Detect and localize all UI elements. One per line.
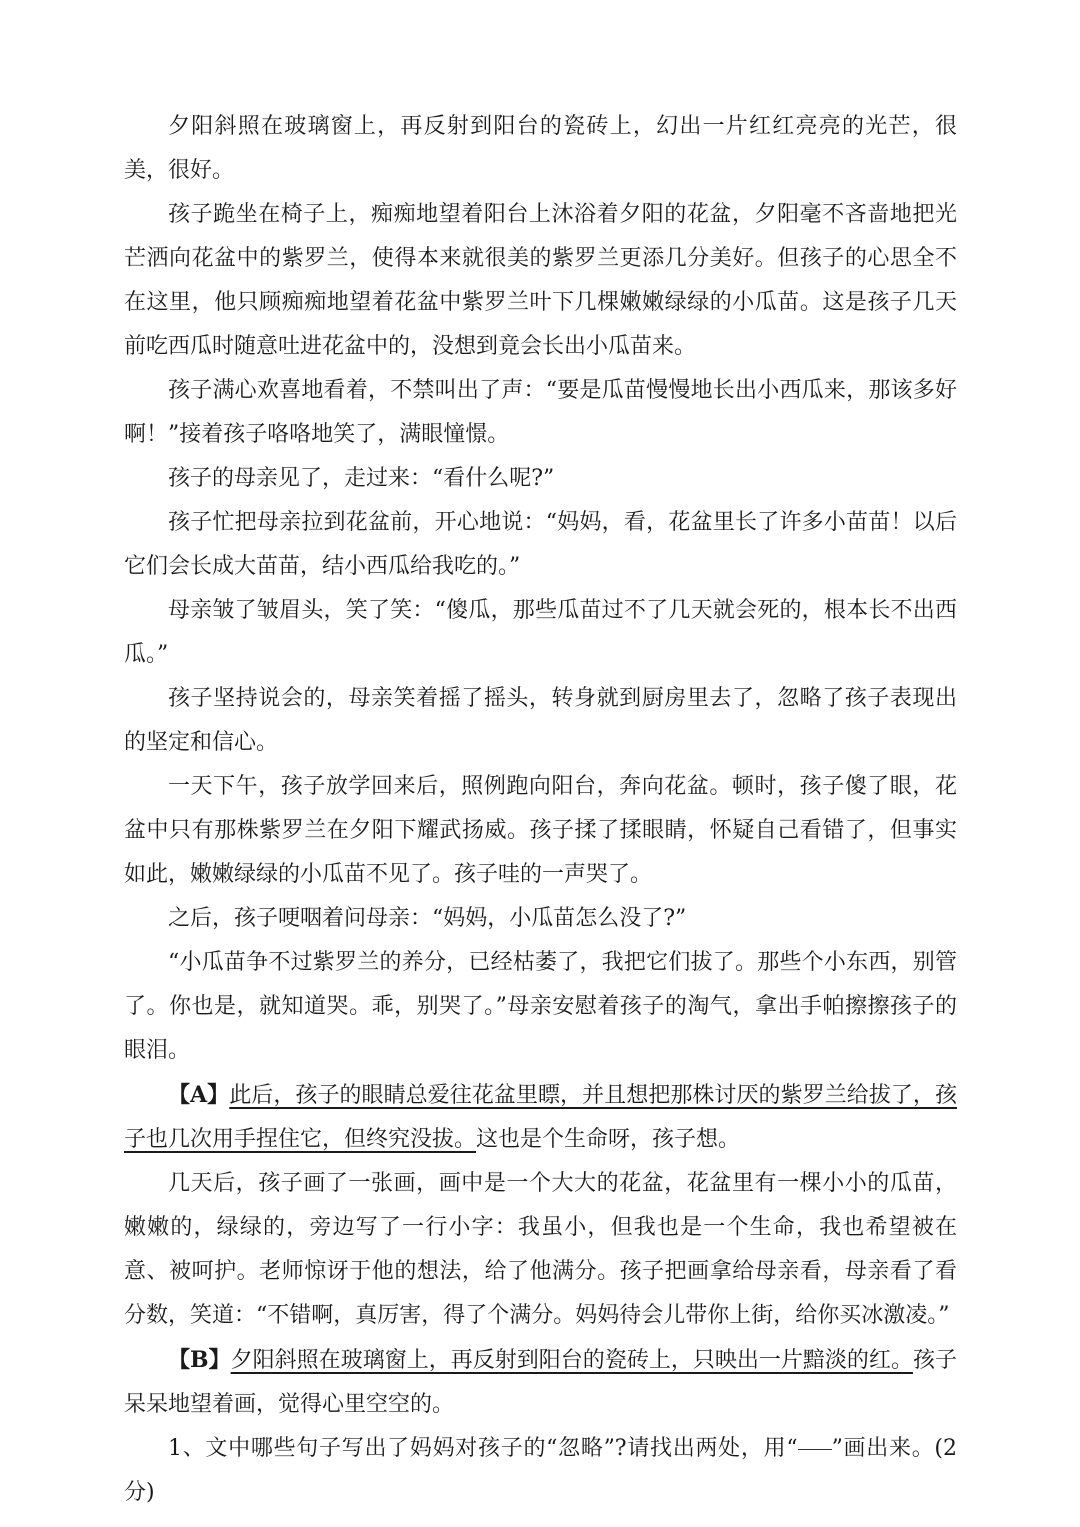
paragraph-b-underlined: 夕阳斜照在玻璃窗上，再反射到阳台的瓷砖上，只映出一片黯淡的红。 <box>230 1348 913 1373</box>
paragraph-9: 之后，孩子哽咽着问母亲：“妈妈，小瓜苗怎么没了?” <box>168 906 687 931</box>
paragraph-2: 孩子跪坐在椅子上，痴痴地望着阳台上沐浴着夕阳的花盆，夕阳毫不吝啬地把光芒洒向花盆中的紫罗兰，使得本来就很美的紫罗兰更添几分美好。但孩子的心思全不在这里，他只顾痴痴地望着花盆中紫罗兰叶下几棵嫩嫩绿绿的小瓜苗。这是孩子几天前吃西瓜时随意吐进花盆中的，没想到竟会长出小瓜苗来。 <box>124 202 957 359</box>
paragraph-mid: 几天后，孩子画了一张画，画中是一个大大的花盆，花盆里有一棵小小的瓜苗，嫩嫩的，绿绿的，旁边写了一行小字：我虽小，但我也是一个生命，我也希望被在意、被呵护。老师惊讶于他的想法，给了他满分。孩子把画拿给母亲看，母亲看了看分数，笑道：“不错啊，真厉害，得了个满分。妈妈待会儿带你上街，给你买冰激凌。” <box>124 1171 957 1328</box>
question-1 <box>124 1427 957 1515</box>
paragraph-5: 孩子忙把母亲拉到花盆前，开心地说：“妈妈，看，花盆里长了许多小苗苗！以后它们会长成大苗苗，结小西瓜给我吃的。” <box>124 510 957 579</box>
paragraph-b <box>124 1338 957 1427</box>
paragraph-3: 孩子满心欢喜地看着，不禁叫出了声：“要是瓜苗慢慢地长出小西瓜来，那该多好啊！”接着孩子咯咯地笑了，满眼憧憬。 <box>124 378 957 447</box>
paragraph-1: 夕阳斜照在玻璃窗上，再反射到阳台的瓷砖上，幻出一片红红亮亮的光芒，很美，很好。 <box>124 114 957 183</box>
paragraph-8: 一天下午，孩子放学回来后，照例跑向阳台，奔向花盆。顿时，孩子傻了眼，花盆中只有那株紫罗兰在夕阳下耀武扬威。孩子揉了揉眼睛，怀疑自己看错了，但事实如此，嫩嫩绿绿的小瓜苗不见了。孩子哇的一声哭了。 <box>124 774 957 887</box>
paragraph-a-label: 【A】 <box>168 1082 230 1108</box>
paragraph-7: 孩子坚持说会的，母亲笑着摇了摇头，转身就到厨房里去了，忽略了孩子表现出的坚定和信心。 <box>124 686 957 755</box>
paragraph-a <box>124 1073 957 1162</box>
question-text-after: ”画出来。(2分) <box>124 1436 958 1505</box>
paragraph-a-underlined: 此后，孩子的眼睛总爱往花盆里瞟，并且想把那株讨厌的紫罗兰给拔了，孩子也几次用手捏住它，但终究没拔。 <box>124 1083 957 1152</box>
paragraph-4: 孩子的母亲见了，走过来：“看什么呢?” <box>168 466 555 491</box>
underline-sample <box>798 1448 832 1450</box>
paragraph-b-rest: 孩子呆呆地望着画，觉得心里空空的。 <box>124 1348 957 1417</box>
paragraph-10: “小瓜苗争不过紫罗兰的养分，已经枯萎了，我把它们拔了。那些个小东西，别管了。你也是，就知道哭。乖，别哭了。”母亲安慰着孩子的淘气，拿出手帕擦擦孩子的眼泪。 <box>124 950 957 1063</box>
question-text-before: 1、文中哪些句子写出了妈妈对孩子的“忽略”?请找出两处，用“ <box>168 1436 798 1461</box>
paragraph-b-label: 【B】 <box>168 1347 231 1373</box>
paragraph-6: 母亲皱了皱眉头，笑了笑：“傻瓜，那些瓜苗过不了几天就会死的，根本长不出西瓜。” <box>124 598 957 667</box>
paragraph-a-rest: 这也是个生命呀，孩子想。 <box>476 1127 741 1152</box>
